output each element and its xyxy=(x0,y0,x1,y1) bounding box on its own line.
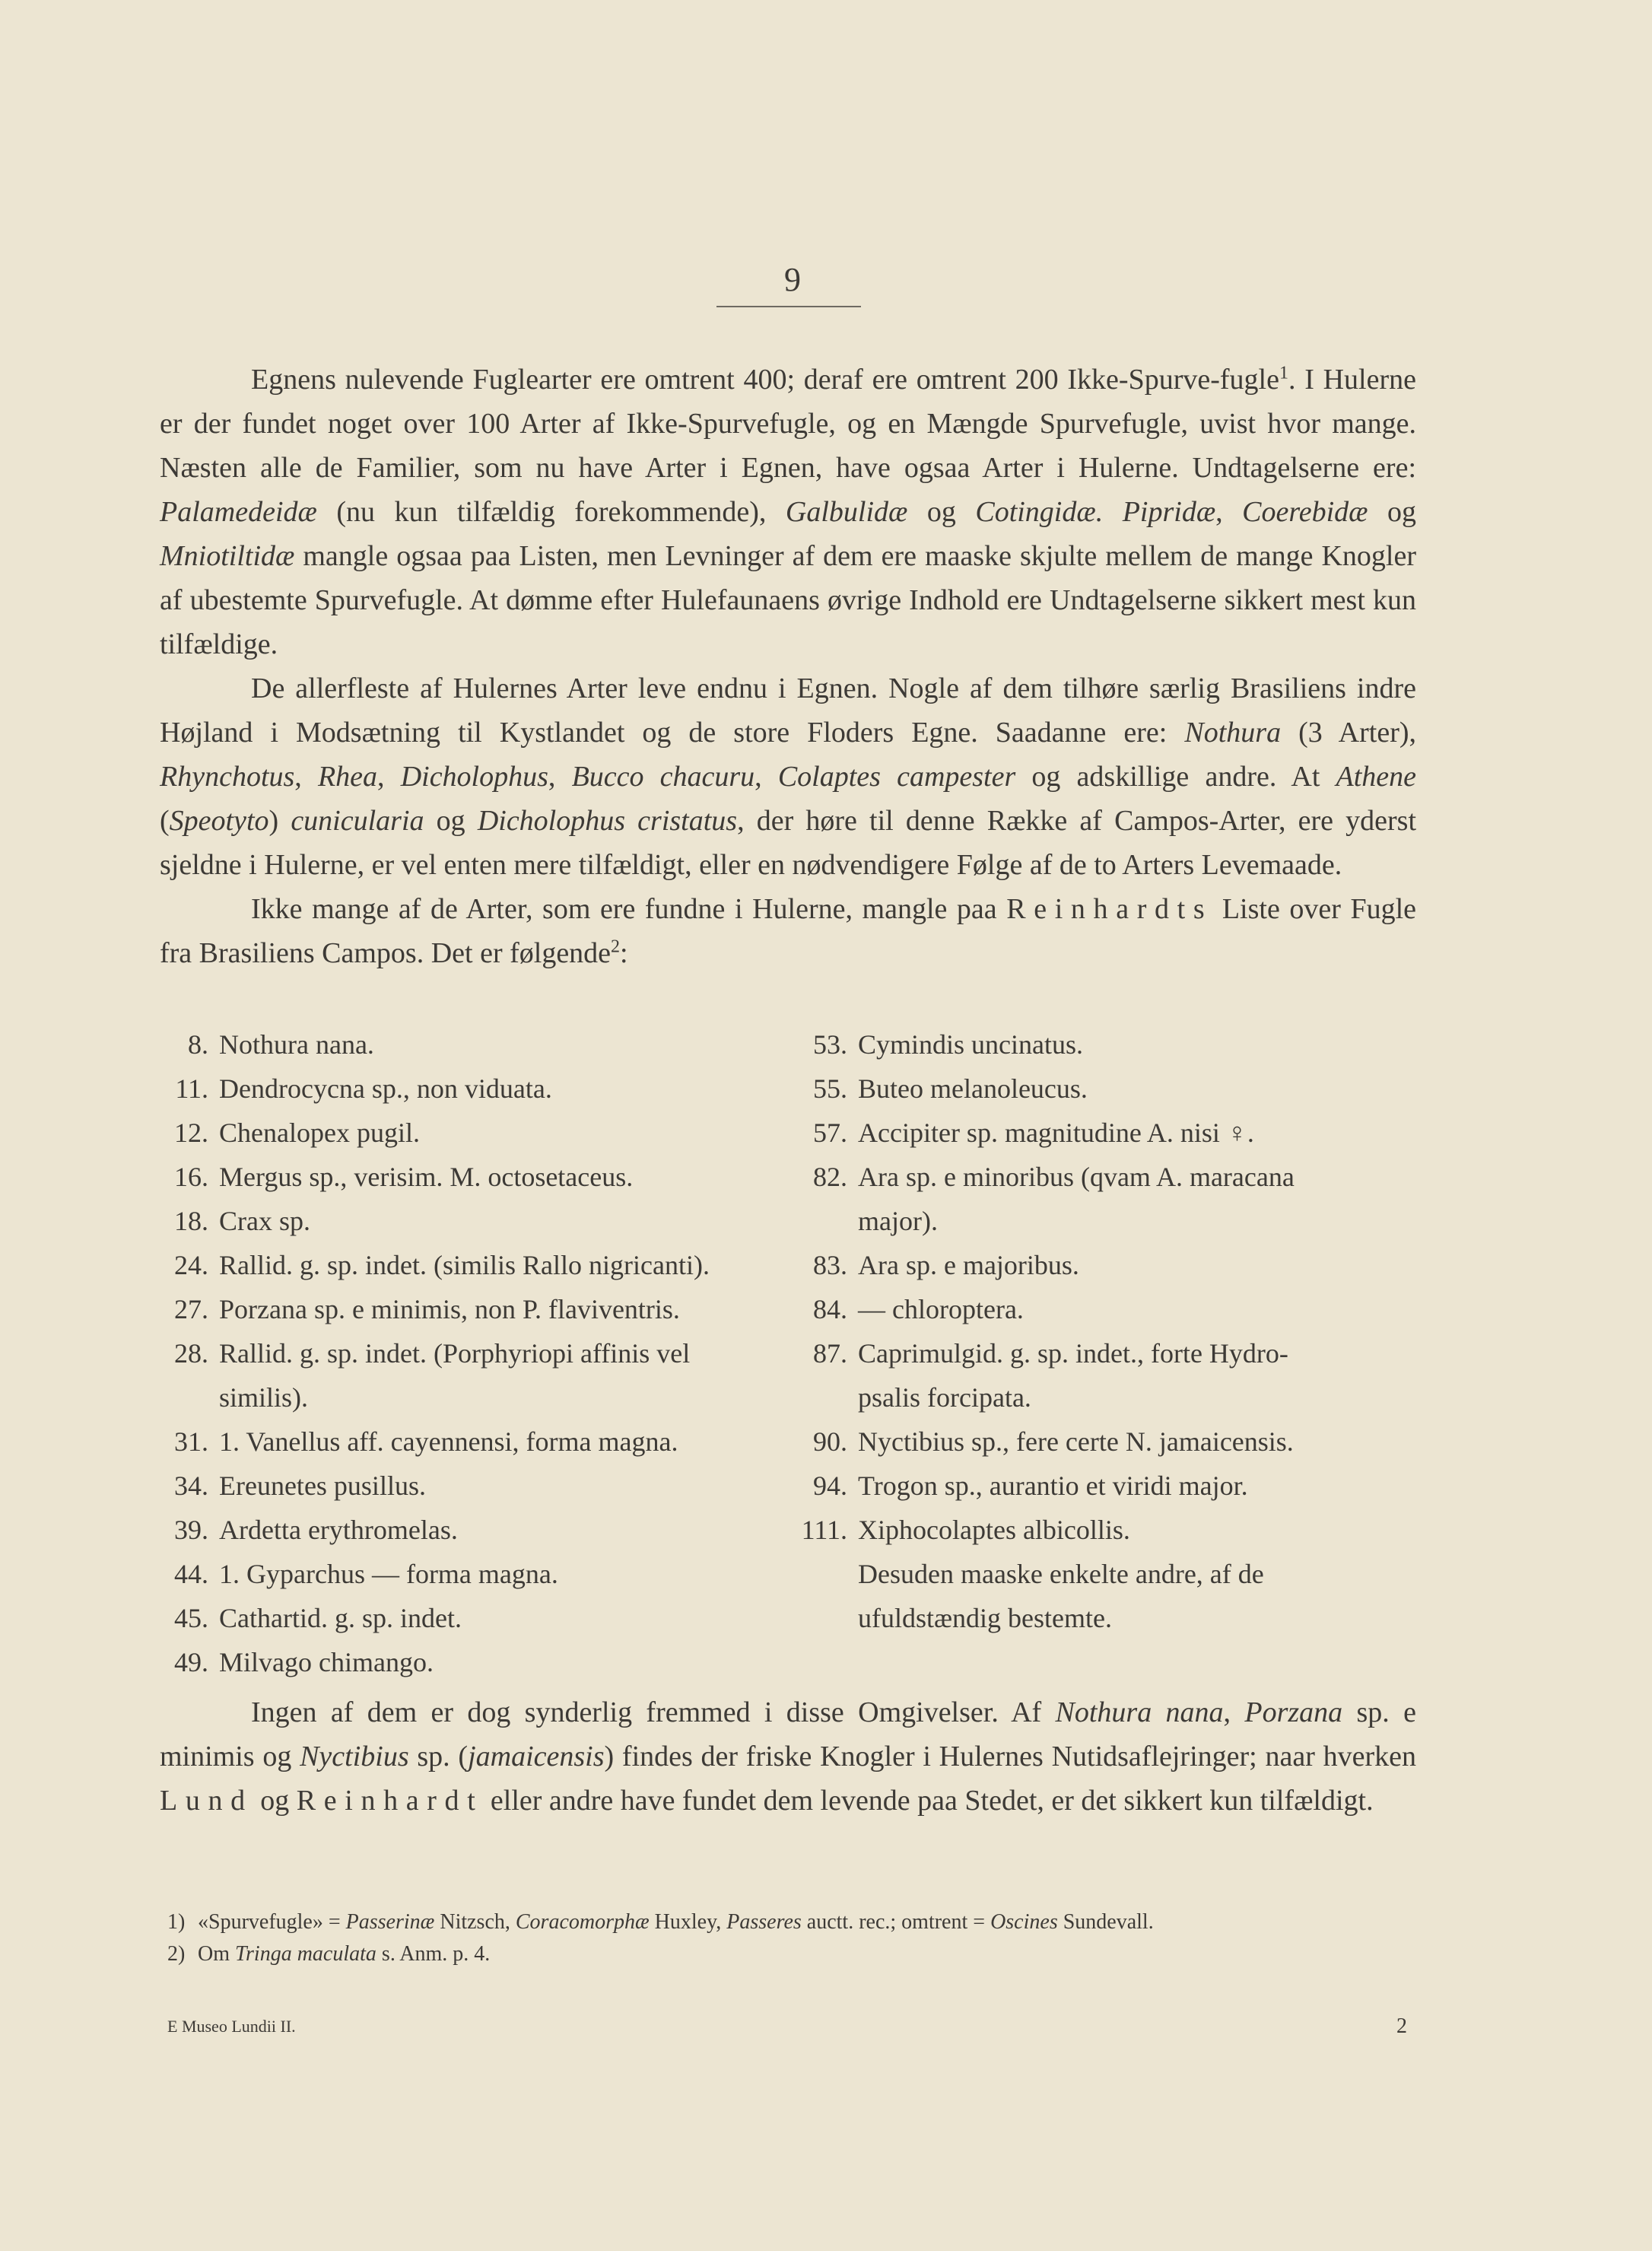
species-list-right-column xyxy=(799,1022,1416,1640)
species-list xyxy=(160,1022,1416,1692)
list-item xyxy=(160,1199,783,1243)
list-item-number: 94. xyxy=(813,1470,847,1501)
list-item xyxy=(160,1022,783,1067)
list-item xyxy=(799,1243,1416,1287)
list-item-number: 11. xyxy=(175,1073,208,1104)
list-item-number: 45. xyxy=(174,1603,208,1633)
list-item-text: Rallid. g. sp. indet. (similis Rallo nigricanti). xyxy=(219,1250,710,1280)
list-item xyxy=(160,1155,783,1199)
list-item-text: Cathartid. g. sp. indet. xyxy=(219,1603,462,1633)
list-item-text: 1. Vanellus aff. cayennensi, forma magna. xyxy=(219,1426,678,1457)
list-item xyxy=(799,1420,1416,1464)
footnote-ref-1[interactable]: 1 xyxy=(1279,363,1288,383)
list-item-text: psalis forcipata. xyxy=(858,1382,1031,1413)
list-item xyxy=(160,1111,783,1155)
list-item xyxy=(160,1331,783,1375)
list-item-text: 1. Gyparchus — forma magna. xyxy=(219,1559,558,1589)
list-item-text: Ara sp. e majoribus. xyxy=(858,1250,1079,1280)
list-item xyxy=(160,1508,783,1552)
main-text xyxy=(160,358,1416,975)
list-item-number: 12. xyxy=(174,1118,208,1148)
closing-paragraph: Ingen af dem er dog synderlig fremmed i disse Omgivelser. Af Nothura nana, Porzana sp. e minimis og Nyctibius sp. (jamaicensis) findes der friske Knogler i Hulernes Nutidsaflejringer; naar hverken Lund og Reinhardt eller andre have fundet dem levende paa Stedet, er det sikkert kun tilfældigt. xyxy=(160,1696,1416,1817)
list-item-number xyxy=(799,1199,858,1243)
list-item xyxy=(799,1111,1416,1155)
list-item xyxy=(160,1067,783,1111)
list-item-number: 8. xyxy=(188,1029,208,1060)
list-item-number: 83. xyxy=(813,1250,847,1280)
list-item-number: 44. xyxy=(174,1559,208,1589)
list-item-number: 55. xyxy=(813,1073,847,1104)
list-note-line: ufuldstændig bestemte. xyxy=(858,1603,1112,1633)
list-item-text: Caprimulgid. g. sp. indet., forte Hydro- xyxy=(858,1338,1288,1369)
list-item-text: Nyctibius sp., fere certe N. jamaicensis. xyxy=(858,1426,1294,1457)
list-item xyxy=(799,1331,1416,1375)
list-item-number xyxy=(160,1375,219,1420)
list-item-number: 111. xyxy=(801,1515,847,1545)
paragraph-1: Egnens nulevende Fuglearter ere omtrent 400; deraf ere omtrent 200 Ikke-Spurve-fugle$^1$. I Hulerne er der fundet noget over 100 Arter af Ikke-Spurvefugle, og en Mængde Spurvefugle, uvist hvor mange. Næsten alle de Familier, som nu have Arter i Egnen, have ogsaa Arter i Hulerne. Undtagelserne ere: Palamedeidæ (nu kun tilfældig forekommende), Galbulidæ og Cotingidæ. Pipridæ, Coerebidæ og Mniotiltidæ mangle ogsaa paa Listen, men Levninger af dem ere maaske skjulte mellem de mange Knogler af ubestemte Spurvefugle. At dømme efter Hulefaunaens øvrige Indhold ere Undtagelserne sikkert mest kun tilfældige. xyxy=(160,363,1417,660)
signature-mark: E Museo Lundii II. xyxy=(167,2017,296,2036)
list-item-text: Nothura nana. xyxy=(219,1029,374,1060)
list-item-text: Porzana sp. e minimis, non P. flaviventris. xyxy=(219,1294,680,1324)
list-item-number: 82. xyxy=(813,1162,847,1192)
footnote-ref-2[interactable]: 2 xyxy=(611,936,621,957)
list-item-text: Mergus sp., verisim. M. octosetaceus. xyxy=(219,1162,634,1192)
list-item-number: 84. xyxy=(813,1294,847,1324)
list-item-text: Dendrocycna sp., non viduata. xyxy=(219,1073,552,1104)
list-item-number: 16. xyxy=(174,1162,208,1192)
list-item xyxy=(799,1155,1416,1199)
list-item-text: Rallid. g. sp. indet. (Porphyriopi affinis vel xyxy=(219,1338,691,1369)
list-item xyxy=(160,1287,783,1331)
list-item-text: Buteo melanoleucus. xyxy=(858,1073,1088,1104)
list-item xyxy=(160,1464,783,1508)
list-note-line: Desuden maaske enkelte andre, af de xyxy=(858,1559,1264,1589)
page-number: 9 xyxy=(784,261,801,298)
list-item-text: major). xyxy=(858,1206,938,1236)
list-item-text: similis). xyxy=(219,1382,309,1413)
list-item-number: 28. xyxy=(174,1338,208,1369)
list-item-number: 27. xyxy=(174,1294,208,1324)
list-item-text: Ara sp. e minoribus (qvam A. maracana xyxy=(858,1162,1295,1192)
list-item-text: Xiphocolaptes albicollis. xyxy=(858,1515,1130,1545)
page-number-rule xyxy=(716,306,861,307)
list-item-number: 49. xyxy=(174,1647,208,1677)
list-item xyxy=(799,1287,1416,1331)
paragraph-2: De allerfleste af Hulernes Arter leve endnu i Egnen. Nogle af dem tilhøre særlig Brasiliens indre Højland i Modsætning til Kystlandet og de store Floders Egne. Saadanne ere: Nothura (3 Arter), Rhynchotus, Rhea, Dicholophus, Bucco chacuru, Colaptes campester og adskillige andre. At Athene (Speotyto) cunicularia og Dicholophus cristatus, der høre til denne Række af Campos-Arter, ere yderst sjeldne i Hulerne, er vel enten mere tilfældigt, eller en nødvendigere Følge af de to Arters Levemaade. xyxy=(160,672,1417,881)
list-item-text: Cymindis uncinatus. xyxy=(858,1029,1083,1060)
list-item xyxy=(160,1243,783,1287)
list-item xyxy=(160,1596,783,1640)
list-item-text: Milvago chimango. xyxy=(219,1647,434,1677)
list-item-text: Ardetta erythromelas. xyxy=(219,1515,458,1545)
list-item-text: Chenalopex pugil. xyxy=(219,1118,420,1148)
list-item-number: 39. xyxy=(174,1515,208,1545)
footnotes xyxy=(167,1906,1415,1970)
list-item-number: 87. xyxy=(813,1338,847,1369)
list-item xyxy=(160,1552,783,1596)
list-item-number: 24. xyxy=(174,1250,208,1280)
list-item-text: — chloroptera. xyxy=(858,1294,1024,1324)
footnote-1: 1) «Spurvefugle» = Passerinæ Nitzsch, Coracomorphæ Huxley, Passeres auctt. rec.; omtrent = Oscines Sundevall. xyxy=(167,1910,1154,1934)
list-item-number xyxy=(799,1375,858,1420)
list-item xyxy=(160,1420,783,1464)
list-item xyxy=(160,1640,783,1684)
list-item-text: Crax sp. xyxy=(219,1206,310,1236)
list-item xyxy=(799,1508,1416,1552)
list-item-number: 31. xyxy=(174,1426,208,1457)
list-item xyxy=(160,1375,783,1420)
paragraph-3: Ikke mange af de Arter, som ere fundne i Hulerne, mangle paa Reinhardts Liste over Fugle fra Brasiliens Campos. Det er følgende$^2$: xyxy=(160,893,1416,969)
list-item xyxy=(799,1022,1416,1067)
species-list-left-column xyxy=(160,1022,783,1684)
list-item-text: Ereunetes pusillus. xyxy=(219,1470,426,1501)
list-item xyxy=(799,1199,1416,1243)
list-item xyxy=(799,1067,1416,1111)
list-item-number: 90. xyxy=(813,1426,847,1457)
list-item-text: Accipiter sp. magnitudine A. nisi ♀. xyxy=(858,1118,1254,1148)
list-item-number: 57. xyxy=(813,1118,847,1148)
list-item xyxy=(799,1464,1416,1508)
list-item-number: 53. xyxy=(813,1029,847,1060)
list-item xyxy=(799,1375,1416,1420)
signature-number: 2 xyxy=(1396,2014,1407,2038)
footnote-2: 2) Om Tringa maculata s. Anm. p. 4. xyxy=(167,1942,491,1966)
list-item-text: Trogon sp., aurantio et viridi major. xyxy=(858,1470,1248,1501)
list-item-number: 34. xyxy=(174,1470,208,1501)
list-item-number: 18. xyxy=(174,1206,208,1236)
